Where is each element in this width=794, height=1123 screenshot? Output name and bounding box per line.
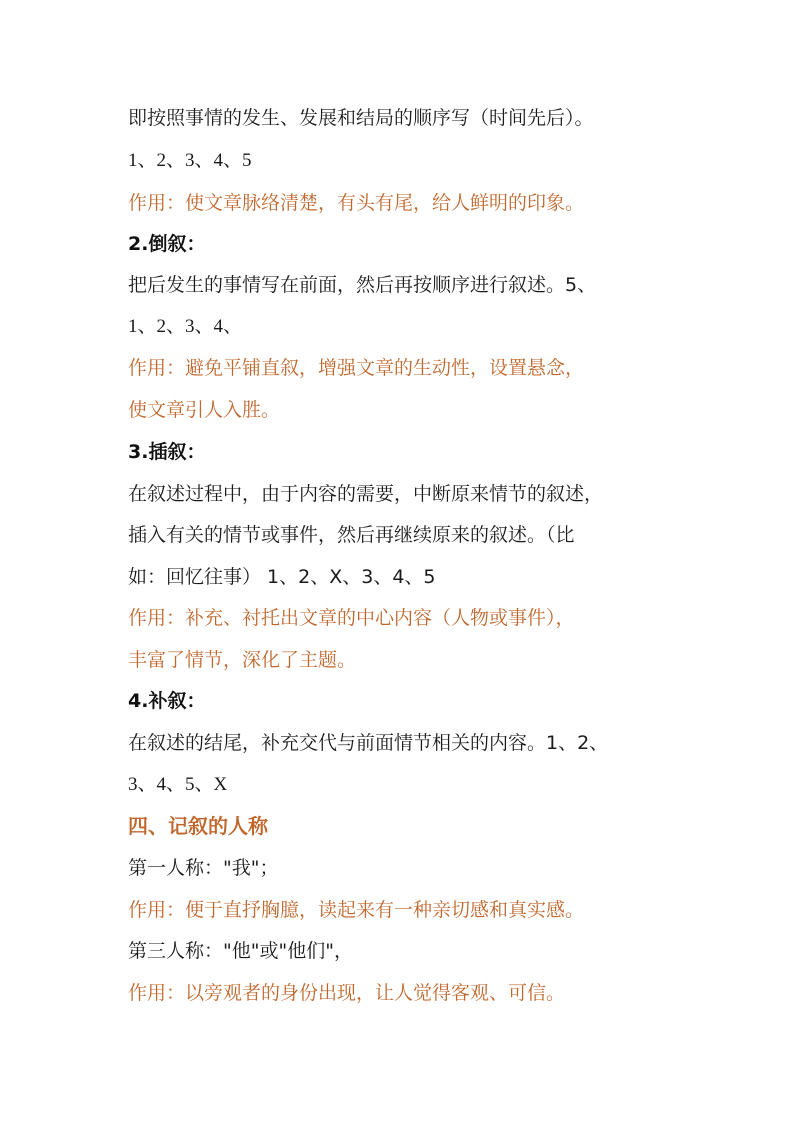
- interpolation-effect-line-2: 丰富了情节，深化了主题。: [128, 649, 357, 671]
- first-person-effect: 作用：便于直抒胸臆，读起来有一种亲切感和真实感。: [128, 899, 585, 921]
- flashback-heading: 2.倒叙：: [128, 233, 206, 255]
- interpolation-definition-line-2: 插入有关的情节或事件，然后再继续原来的叙述。（比: [128, 524, 575, 546]
- chronological-sequence: 1、2、3、4、5: [128, 150, 252, 171]
- interpolation-definition-line-3: 如：回忆往事） 1、2、X、3、4、5: [128, 566, 436, 588]
- supplementary-definition: 在叙述的结尾，补充交代与前面情节相关的内容。1、2、: [128, 732, 609, 754]
- flashback-sequence: 1、2、3、4、: [128, 316, 243, 337]
- interpolation-heading: 3.插叙：: [128, 441, 206, 463]
- section-title-narrative-person: 四、记叙的人称: [128, 814, 268, 838]
- interpolation-definition-line-1: 在叙述过程中，由于内容的需要，中断原来情节的叙述，: [128, 483, 604, 505]
- third-person-label: 第三人称："他"或"他们"，: [128, 940, 353, 962]
- chronological-definition: 即按照事情的发生、发展和结局的顺序写（时间先后）。: [128, 107, 594, 129]
- flashback-effect-line-1: 作用：避免平铺直叙，增强文章的生动性，设置悬念，: [128, 357, 585, 379]
- third-person-effect: 作用：以旁观者的身份出现，让人觉得客观、可信。: [128, 982, 566, 1004]
- chronological-effect: 作用：使文章脉络清楚，有头有尾，给人鲜明的印象。: [128, 192, 585, 214]
- supplementary-sequence: 3、4、5、X: [128, 774, 228, 795]
- flashback-definition: 把后发生的事情写在前面，然后再按顺序进行叙述。5、: [128, 274, 597, 296]
- interpolation-effect-line-1: 作用：补充、衬托出文章的中心内容（人物或事件），: [128, 607, 575, 629]
- supplementary-heading: 4.补叙：: [128, 690, 206, 712]
- first-person-label: 第一人称："我"；: [128, 857, 279, 879]
- flashback-effect-line-2: 使文章引人入胜。: [128, 399, 281, 421]
